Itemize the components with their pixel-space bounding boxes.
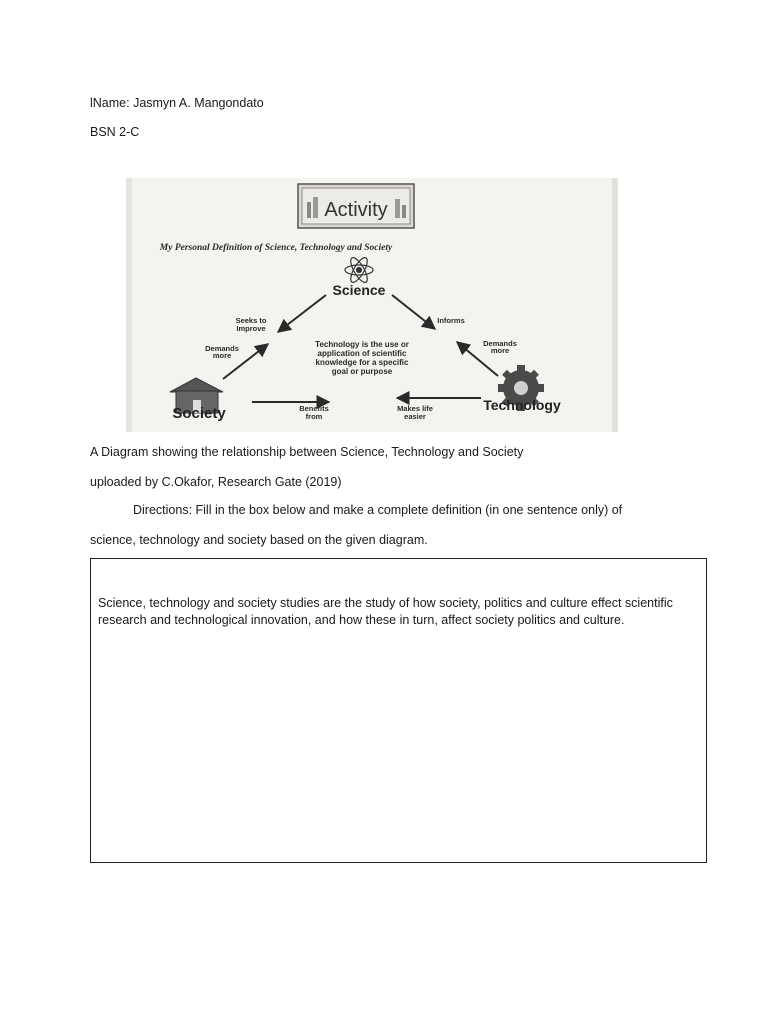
answer-line-2: research and technological innovation, and how these in turn, affect society politics and culture. bbox=[98, 613, 625, 627]
benefits-label-1: Benefits bbox=[299, 404, 329, 413]
student-name: lName: Jasmyn A. Mangondato bbox=[90, 96, 264, 110]
center-line-3: knowledge for a specific bbox=[315, 358, 409, 367]
student-section: BSN 2-C bbox=[90, 125, 140, 139]
science-label: Science bbox=[332, 282, 386, 298]
technology-label: Technology bbox=[483, 397, 561, 413]
demands-left-2: more bbox=[212, 351, 232, 360]
diagram-subtitle: My Personal Definition of Science, Technology and Society bbox=[159, 243, 393, 253]
banner-title: Activity bbox=[324, 199, 388, 221]
diagram-source: uploaded by C.Okafor, Research Gate (2019) bbox=[90, 475, 342, 489]
benefits-label-2: from bbox=[305, 412, 323, 421]
center-line-2: application of scientific bbox=[317, 349, 407, 358]
directions-text: Fill in the box below and make a complete definition (in one sentence only) of bbox=[192, 503, 623, 517]
seeks-label-1: Seeks to bbox=[235, 316, 267, 325]
answer-line-1: Science, technology and society studies are the study of how society, politics and culture effect scientific bbox=[98, 596, 673, 610]
center-line-4: goal or purpose bbox=[331, 367, 393, 376]
diagram-caption: A Diagram showing the relationship between Science, Technology and Society bbox=[90, 445, 524, 459]
activity-banner bbox=[298, 184, 414, 228]
answer-box[interactable] bbox=[90, 558, 707, 863]
directions-line-2: science, technology and society based on the given diagram. bbox=[90, 533, 428, 547]
demands-left-1: Demands bbox=[205, 344, 239, 353]
demands-right-2: more bbox=[490, 346, 510, 355]
informs-label: Informs bbox=[437, 316, 465, 325]
directions-label: Directions: bbox=[133, 503, 193, 517]
directions bbox=[133, 502, 622, 518]
easier-label-2: easier bbox=[404, 412, 426, 421]
center-line-1: Technology is the use or bbox=[315, 340, 409, 349]
society-label: Society bbox=[172, 405, 226, 422]
activity-diagram-photo bbox=[126, 178, 618, 432]
answer-text bbox=[98, 595, 698, 629]
seeks-label-2: Improve bbox=[236, 324, 266, 333]
demands-right-1: Demands bbox=[483, 339, 517, 348]
easier-label-1: Makes life bbox=[397, 404, 433, 413]
